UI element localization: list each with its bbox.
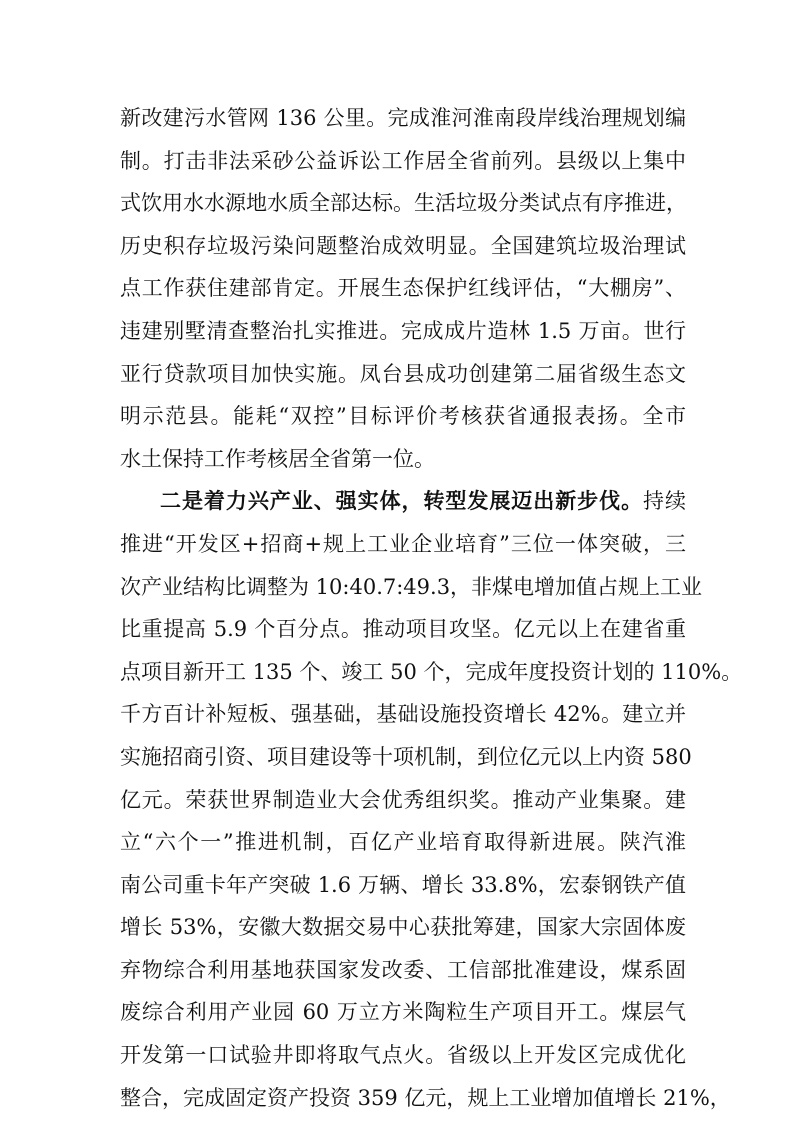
text-line: 南公司重卡年产突破 1.6 万辆、增长 33.8%，宏泰钢铁产值	[120, 872, 686, 897]
text-line: 立“六个一”推进机制，百亿产业培育取得新进展。陕汽淮	[120, 830, 686, 855]
text-span: 持续	[643, 489, 687, 514]
text-line: 比重提高 5.9 个百分点。推动项目攻坚。亿元以上在建省重	[120, 617, 686, 642]
text-line: 历史积存垃圾污染问题整治成效明显。全国建筑垃圾治理试	[120, 233, 686, 258]
text-line: 开发第一口试验井即将取气点火。省级以上开发区完成优化	[120, 1043, 686, 1068]
document-page	[120, 99, 743, 1121]
text-line: 亿元。荣获世界制造业大会优秀组织奖。推动产业集聚。建	[120, 787, 686, 812]
text-line: 增长 53%，安徽大数据交易中心获批筹建，国家大宗固体废	[120, 915, 686, 940]
text-line: 明示范县。能耗“双控”目标评价考核获省通报表扬。全市	[120, 404, 686, 429]
text-line: 推进“开发区+招商+规上工业企业培育”三位一体突破，三	[120, 531, 686, 556]
text-line: 次产业结构比调整为 10:40.7:49.3，非煤电增加值占规上工业	[120, 574, 703, 599]
text-line: 违建别墅清查整治扎实推进。完成成片造林 1.5 万亩。世行	[120, 318, 686, 343]
text-line: 点项目新开工 135 个、竣工 50 个，完成年度投资计划的 110%。	[120, 659, 743, 684]
paragraph-ecology	[120, 99, 686, 482]
text-line: 废综合利用产业园 60 万立方米陶粒生产项目开工。煤层气	[120, 1000, 686, 1025]
text-line	[120, 482, 686, 525]
text-line: 亚行贷款项目加快实施。凤台县成功创建第二届省级生态文	[120, 361, 686, 386]
text-line: 新改建污水管网 136 公里。完成淮河淮南段岸线治理规划编	[120, 106, 686, 130]
text-line: 整合，完成固定资产投资 359 亿元，规上工业增加值增长 21%，	[120, 1085, 731, 1110]
text-line: 弃物综合利用基地获国家发改委、工信部批准建设，煤系固	[120, 957, 686, 982]
paragraph-industry	[120, 482, 743, 1121]
text-line: 点工作获住建部肯定。开展生态保护红线评估，“大棚房”、	[120, 276, 686, 301]
text-line: 千方百计补短板、强基础，基础设施投资增长 42%。建立并	[120, 702, 686, 727]
text-line: 式饮用水水源地水质全部达标。生活垃圾分类试点有序推进，	[120, 191, 687, 216]
text-line: 制。打击非法采砂公益诉讼工作居全省前列。县级以上集中	[120, 148, 686, 173]
text-line: 实施招商引资、项目建设等十项机制，到位亿元以上内资 580	[120, 744, 692, 769]
section-heading: 二是着力兴产业、强实体，转型发展迈出新步伐。	[160, 488, 644, 514]
text-line: 水土保持工作考核居全省第一位。	[120, 446, 435, 471]
